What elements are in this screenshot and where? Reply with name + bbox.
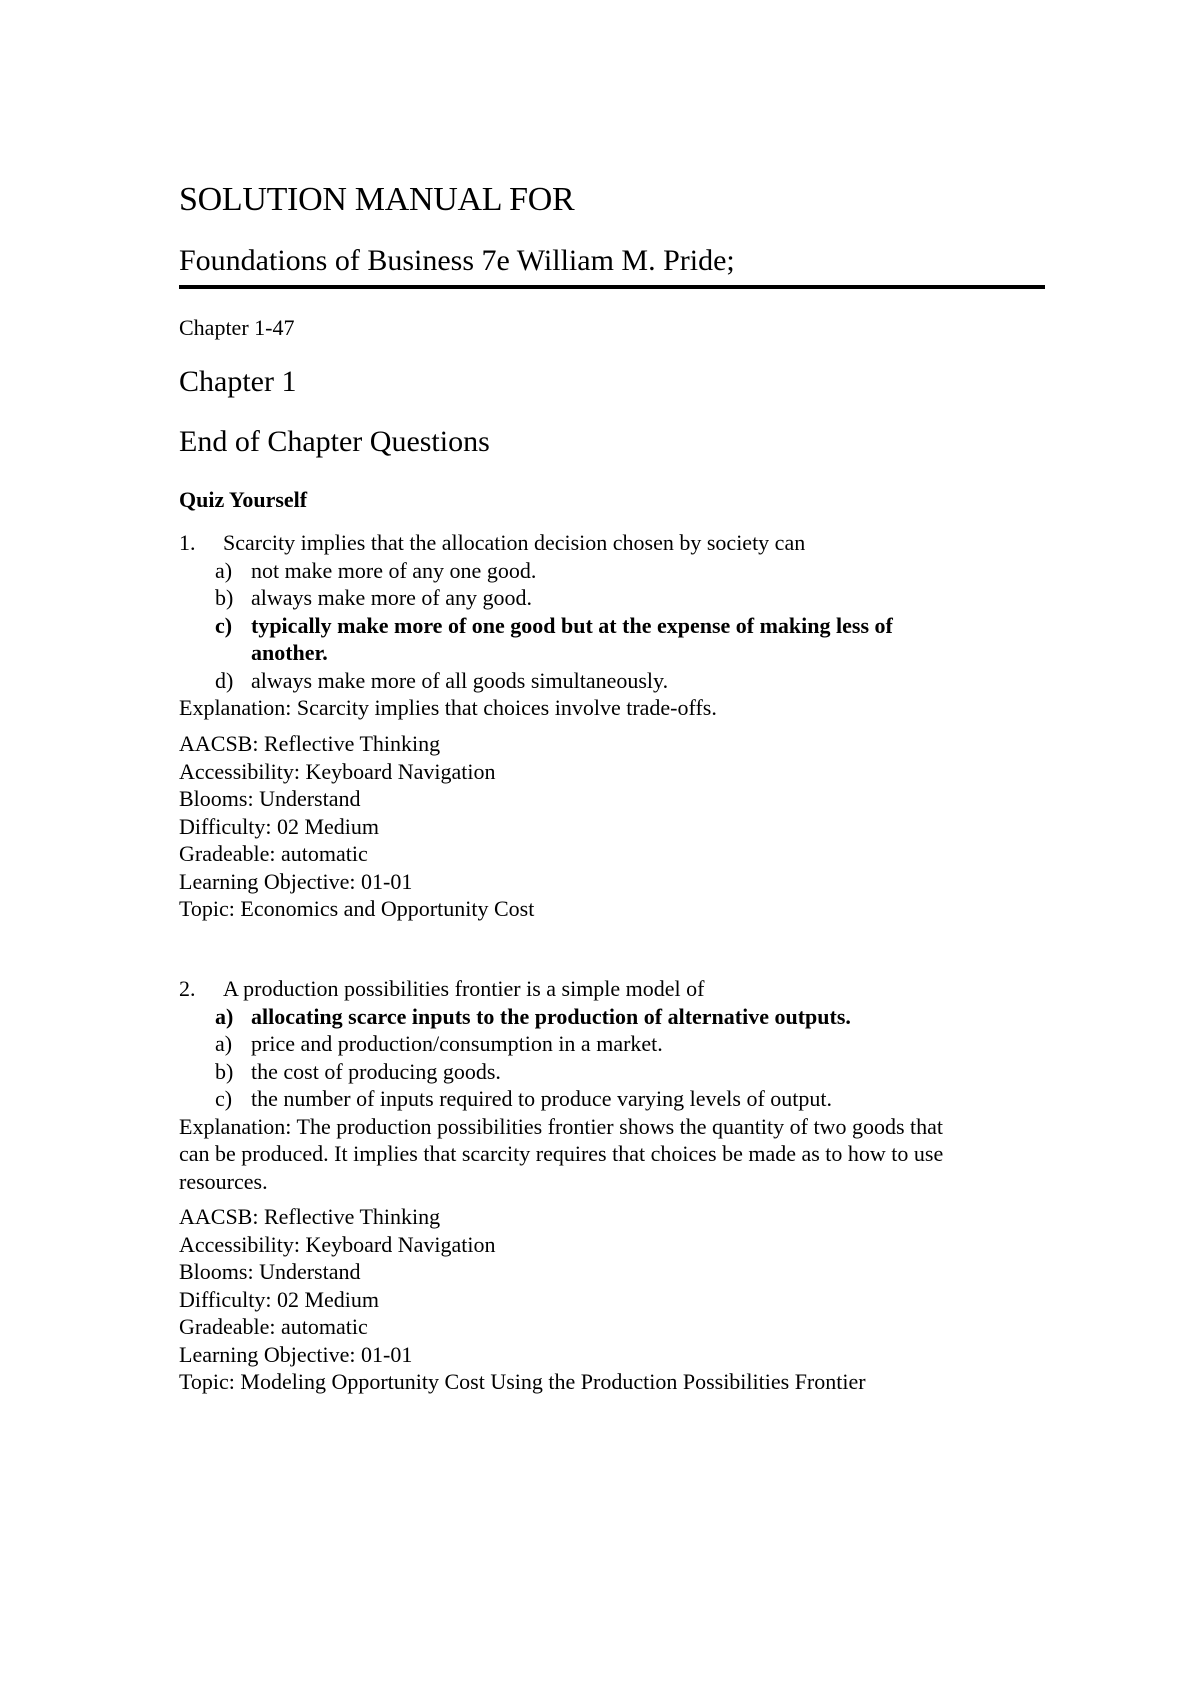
option-text: always make more of any good. bbox=[251, 585, 533, 610]
answer-option bbox=[179, 667, 1059, 695]
option-letter: a) bbox=[215, 1003, 234, 1029]
meta-topic: Topic: Modeling Opportunity Cost Using the Production Possibilities Frontier bbox=[179, 1369, 866, 1394]
answer-option bbox=[179, 557, 1059, 585]
option-letter: b) bbox=[215, 1058, 234, 1084]
answer-option bbox=[179, 1030, 1059, 1058]
option-text: typically make more of one good but at the expense of making less of bbox=[251, 612, 893, 638]
explanation-line: Explanation: The production possibilities frontier shows the quantity of two goods that bbox=[179, 1113, 943, 1139]
option-letter: c) bbox=[215, 1086, 233, 1111]
correct-answer-option bbox=[179, 612, 1059, 640]
question-1 bbox=[179, 529, 1059, 722]
correct-answer-option bbox=[179, 1003, 1059, 1031]
option-letter: d) bbox=[215, 667, 234, 693]
meta-gradeable: Gradeable: automatic bbox=[179, 841, 368, 866]
meta-aacsb: AACSB: Reflective Thinking bbox=[179, 1204, 441, 1229]
meta-accessibility: Accessibility: Keyboard Navigation bbox=[179, 1231, 496, 1257]
chapter-range: Chapter 1-47 bbox=[179, 315, 295, 340]
option-letter: b) bbox=[215, 585, 234, 610]
question-number: 1. bbox=[179, 530, 196, 555]
question-text: Scarcity implies that the allocation decision chosen by society can bbox=[223, 530, 806, 555]
option-text-continued: another. bbox=[251, 640, 328, 665]
question-1-metadata bbox=[179, 730, 1059, 923]
chapter-heading: Chapter 1 bbox=[179, 365, 297, 398]
meta-difficulty: Difficulty: 02 Medium bbox=[179, 813, 380, 839]
meta-learning-objective: Learning Objective: 01-01 bbox=[179, 868, 413, 894]
meta-accessibility: Accessibility: Keyboard Navigation bbox=[179, 758, 496, 784]
question-stem bbox=[179, 975, 1059, 1003]
meta-blooms: Blooms: Understand bbox=[179, 1259, 361, 1284]
option-text: not make more of any one good. bbox=[251, 557, 537, 583]
explanation-line: can be produced. It implies that scarcity requires that choices be made as to how to use bbox=[179, 1141, 944, 1166]
option-text: always make more of all goods simultaneously. bbox=[251, 667, 669, 693]
question-2 bbox=[179, 975, 1059, 1195]
meta-topic: Topic: Economics and Opportunity Cost bbox=[179, 896, 535, 921]
document-title: SOLUTION MANUAL FOR bbox=[179, 181, 575, 218]
correct-answer-option-continued bbox=[179, 639, 1059, 667]
question-number: 2. bbox=[179, 976, 196, 1001]
question-text: A production possibilities frontier is a simple model of bbox=[223, 976, 705, 1001]
meta-learning-objective: Learning Objective: 01-01 bbox=[179, 1341, 413, 1367]
title-underline bbox=[179, 285, 1045, 289]
explanation: Explanation: Scarcity implies that choices involve trade-offs. bbox=[179, 695, 717, 720]
option-letter: c) bbox=[215, 612, 233, 638]
question-stem bbox=[179, 529, 1059, 557]
meta-blooms: Blooms: Understand bbox=[179, 786, 361, 811]
option-text: the cost of producing goods. bbox=[251, 1058, 501, 1084]
answer-option bbox=[179, 1085, 1059, 1113]
meta-gradeable: Gradeable: automatic bbox=[179, 1314, 368, 1339]
explanation-line: resources. bbox=[179, 1168, 268, 1194]
section-heading: End of Chapter Questions bbox=[179, 425, 490, 458]
option-text: allocating scarce inputs to the production of alternative outputs. bbox=[251, 1003, 851, 1029]
answer-option bbox=[179, 584, 1059, 612]
option-letter: a) bbox=[215, 1031, 233, 1056]
meta-aacsb: AACSB: Reflective Thinking bbox=[179, 731, 441, 756]
meta-difficulty: Difficulty: 02 Medium bbox=[179, 1286, 380, 1312]
option-letter: a) bbox=[215, 557, 233, 583]
document-subtitle: Foundations of Business 7e William M. Pride; bbox=[179, 244, 735, 277]
option-text: price and production/consumption in a market. bbox=[251, 1031, 663, 1056]
subsection-heading: Quiz Yourself bbox=[179, 487, 308, 512]
option-text: the number of inputs required to produce varying levels of output. bbox=[251, 1086, 833, 1111]
answer-option bbox=[179, 1058, 1059, 1086]
question-2-metadata bbox=[179, 1203, 1059, 1396]
